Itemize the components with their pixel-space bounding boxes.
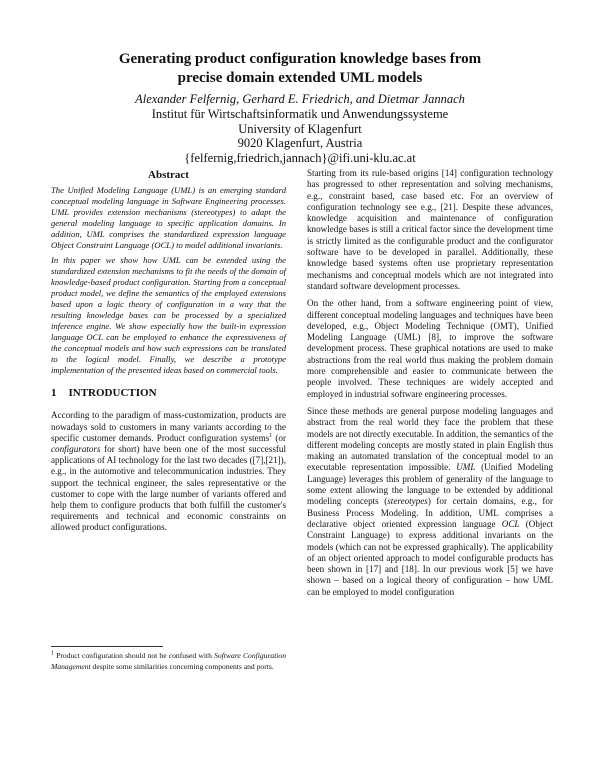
paper-title: [60, 50, 540, 88]
title-line-2: precise domain extended UML models: [177, 70, 423, 86]
section-number: 1: [51, 387, 57, 400]
title-line-1: Generating product configuration knowledge bases from: [118, 51, 482, 67]
footnote: [51, 651, 286, 672]
footnote-divider: [51, 646, 163, 647]
affiliation-emails: {felfernig,friedrich,jannach}@ifi.uni-klu.ac.at: [184, 150, 416, 165]
intro-text-c: for short) have been one of the most successful applications of AI technology for the last two decades ([7],[21]), e.g., in the automotive and telecommunication industries. They support the technical engineer, the sales representative or the customer to cope with the large number of variants offered and help them to configure products that both fulfill the customer's requirements and technical and economic constraints on allowed product configurations.: [51, 444, 286, 533]
right-paragraph-1: Starting from its rule-based origins [14] configuration technology has progressed to other representation and solving mechanisms, e.g., constraint based, case based etc. For an overview of configuration technology see e.g., [21]. Despite these advances, knowledge acquisition and maintenance of configuration knowledge bases is still a critical factor since the development time is strictly limited as the configurable product and the configurator software have to be developed in parallel. Additionally, these knowledge based systems often use proprietary representation mechanisms and conceptual models which are not integrated into standard software development processes.: [307, 168, 553, 291]
right-emphasis-stereotypes: stereotypes: [387, 496, 428, 507]
abstract-paragraph-1: The Unified Modeling Language (UML) is an emerging standard conceptual modeling language in Software Engineering processes. UML provides extension mechanisms (stereotypes) to adapt the general modeling language to specific application domains. In addition, UML comprises the standardized expression language Object Constraint Language (OCL) to model additional invariants.: [51, 185, 286, 250]
intro-text-b: (or: [272, 432, 286, 443]
abstract-paragraph-2: In this paper we show how UML can be extended using the standardized extension mechanisms to fit the needs of the domain of knowledge-based product configuration. Starting from a conceptual product model, we define the semantics of the employed extensions based upon a logic theory of configuration in a way that the resulting knowledge bases can be processed by a specialized inference engine. We show especially how the built-in expression language OCL can be employed to enhance the expressiveness of the conceptual models and how such expressions can be translated to the logical model. Finally, we describe a prototype implementation of the presented ideas based on commercial tools.: [51, 255, 286, 375]
affiliation-address: 9020 Klagenfurt, Austria: [237, 136, 363, 150]
footnote-marker: 1: [269, 432, 273, 439]
footnote-emphasis: Software Configuration Management: [51, 651, 287, 671]
right-emphasis-uml: UML: [456, 462, 476, 473]
right-text-c: ) for certain domains, e.g., for Business Process Modeling. In addition, UML comprises a declarative object oriented expression language: [307, 496, 553, 529]
right-text-b: (Unified Modeling Language) leverages this problem of generality of the language to some extent allowing the language to be extended by additional modeling concepts (: [307, 462, 553, 507]
footnote-text-b: despite some similarities concerning components and ports.: [90, 661, 274, 671]
intro-text-a: According to the paradigm of mass-customization, products are nowadays sold to customers in many variants according to the specific customer demands. Product configuration systems: [51, 410, 286, 443]
left-column: [51, 168, 286, 539]
footnote-number: 1: [51, 650, 54, 657]
footnote-text-a: Product configuration should not be confused with: [54, 651, 215, 660]
section-heading-introduction: [51, 386, 286, 400]
section-title: INTRODUCTION: [68, 387, 157, 400]
author-list: Alexander Felfernig, Gerhard E. Friedrich, and Dietmar Jannach: [135, 92, 465, 106]
abstract-heading: Abstract: [148, 169, 189, 181]
intro-paragraph-1: [51, 410, 286, 533]
right-text-d: (Object Constraint Language) to express additional invariants on the models (which can not be expressed graphically). The applicability of an object oriented approach to model configurable products has been shown in [17] and [18]. In our previous work [5] we have shown – based on a logical theory of configuration – how UML can be employed to model configuration: [307, 518, 554, 597]
right-paragraph-3: [307, 406, 553, 598]
affiliation-university: University of Klagenfurt: [238, 121, 362, 136]
affiliation-institute: Institut für Wirtschaftsinformatik und Anwendungssysteme: [151, 107, 449, 121]
right-text-a: Since these methods are general purpose modeling languages and abstract from the real world they face the problem that these models are not directly executable. In addition, the semantics of the different modeling concepts are mostly stated in plain English thus making an automated translation of the conceptual model to an executable representation impossible.: [307, 405, 553, 473]
right-column: [307, 168, 553, 604]
intro-emphasis: configurators: [51, 444, 101, 455]
affiliation-block: [60, 107, 540, 165]
right-paragraph-2: On the other hand, from a software engineering point of view, different conceptual modeling languages and techniques have been developed, e.g., Object Modeling Technique (OMT), Unified Modeling Language (UML) [8], to improve the software development process. These graphical notations are used to make abstractions from the real world thus making the problem domain more comprehensible and easier to communicate between the people involved. These techniques are widely accepted and employed in industrial software engineering processes.: [307, 298, 553, 399]
right-emphasis-ocl: OCL: [501, 518, 520, 529]
